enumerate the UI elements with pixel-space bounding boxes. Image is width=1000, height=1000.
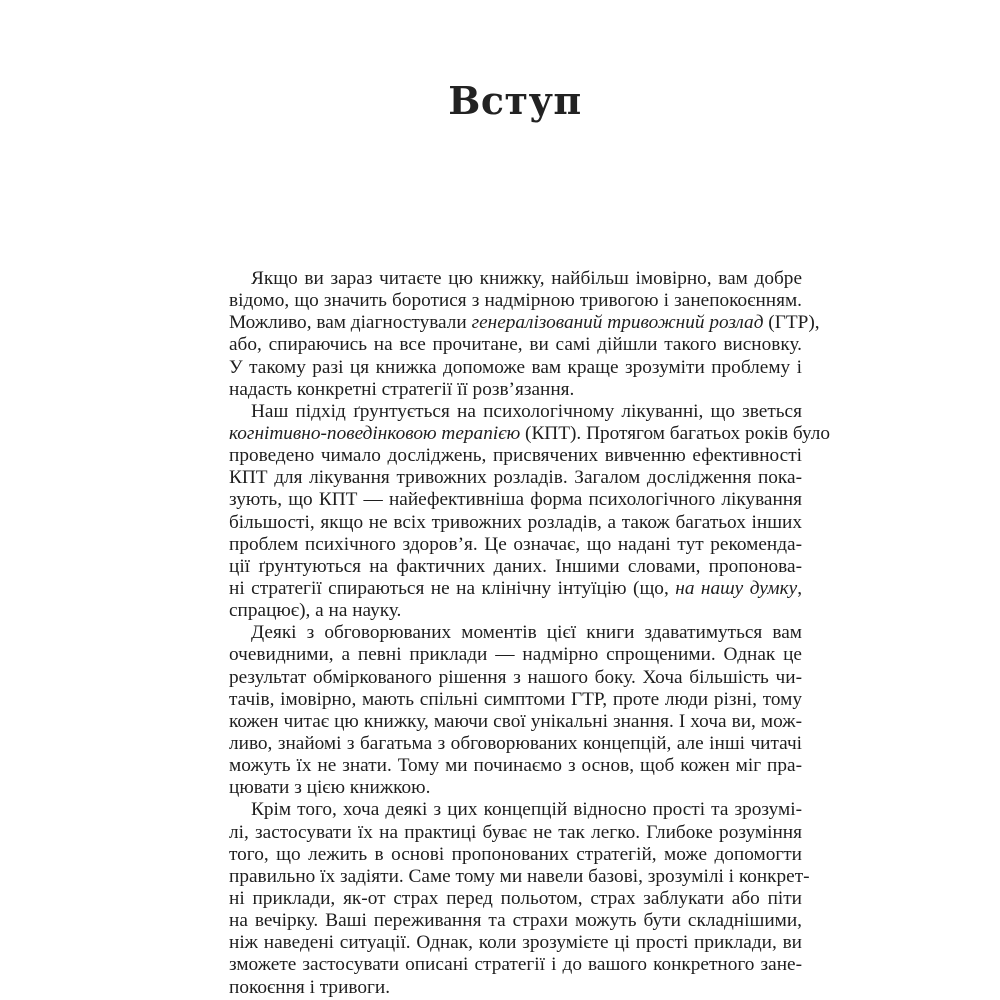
text-line bbox=[229, 534, 802, 556]
text-run: відомо, що значить боротися з надмірною тривогою і занепокоєнням. bbox=[229, 290, 802, 312]
text-run: КПТ для лікування тривожних розладів. Загалом дослідження пока- bbox=[229, 467, 802, 489]
text-run: ливо, знайомі з багатьма з обговорюваних концепцій, але інші читачі bbox=[229, 732, 802, 754]
text-line bbox=[229, 622, 802, 644]
text-line bbox=[229, 268, 802, 290]
text-run: лі, застосувати їх на практиці буває не так легко. Глибоке розуміння bbox=[229, 821, 802, 843]
text-run: Наш підхід ґрунтується на психологічному лікуванні, що зветься bbox=[251, 400, 802, 422]
text-line bbox=[229, 379, 802, 401]
text-run: надасть конкретні стратегії її розв’язання. bbox=[229, 378, 575, 400]
text-line bbox=[229, 755, 802, 777]
text-line bbox=[229, 667, 802, 689]
text-run: Якщо ви зараз читаєте цю книжку, найбільш імовірно, вам добре bbox=[251, 268, 802, 289]
text-line bbox=[229, 334, 802, 356]
chapter-title: Вступ bbox=[448, 78, 582, 123]
text-run: спрацює), а на науку. bbox=[229, 600, 402, 622]
text-run: кожен читає цю книжку, маючи свої унікальні знання. І хоча ви, мож- bbox=[229, 710, 802, 732]
text-line bbox=[229, 644, 802, 666]
text-run: результат обміркованого рішення з нашого боку. Хоча більшість чи- bbox=[229, 666, 802, 688]
text-line bbox=[229, 401, 802, 423]
text-run: Деякі з обговорюваних моментів цієї книги здаватимуться вам bbox=[251, 622, 802, 644]
text-run: покоєння і тривоги. bbox=[229, 976, 391, 998]
text-line bbox=[229, 822, 802, 844]
text-line bbox=[229, 711, 802, 733]
text-run: того, що лежить в основі пропонованих стратегій, може допомогти bbox=[229, 843, 802, 865]
text-line bbox=[229, 689, 802, 711]
paragraph bbox=[229, 400, 831, 622]
text-line bbox=[229, 556, 802, 578]
text-run: зможете застосувати описані стратегії і до вашого конкретного зане- bbox=[229, 954, 802, 976]
text-line bbox=[229, 910, 802, 932]
text-line bbox=[229, 977, 802, 999]
text-run: проведено чимало досліджень, присвячених вивченню ефективності bbox=[229, 445, 802, 467]
text-run: очевидними, а певні приклади — надмірно спрощеними. Однак це bbox=[229, 644, 802, 666]
text-run: цювати з цією книжкою. bbox=[229, 777, 431, 799]
text-line bbox=[229, 312, 820, 334]
text-run: тачів, імовірно, мають спільні симптоми ГТР, проте люди різні, тому bbox=[229, 688, 802, 710]
paragraph bbox=[229, 268, 820, 401]
text-line bbox=[229, 799, 802, 821]
text-run: на вечірку. Ваші переживання та страхи можуть бути складнішими, bbox=[229, 910, 802, 932]
text-line bbox=[229, 777, 802, 799]
paragraph bbox=[229, 799, 810, 998]
text-run: зують, що КПТ — найефективніша форма психологічного лікування bbox=[229, 489, 802, 511]
text-run: (КПТ). Протягом багатьох років було bbox=[520, 422, 831, 444]
text-line bbox=[229, 290, 802, 312]
text-line bbox=[229, 357, 802, 379]
text-run: більшості, якщо не всіх тривожних розладів, а також багатьох інших bbox=[229, 511, 802, 533]
text-line bbox=[229, 733, 802, 755]
text-line bbox=[229, 489, 802, 511]
text-run: проблем психічного здоров’я. Це означає, що надані тут рекоменда- bbox=[229, 533, 802, 555]
text-line bbox=[229, 865, 810, 888]
text-line bbox=[229, 578, 802, 600]
italic-term: генералізований тривожний розлад bbox=[471, 312, 764, 334]
italic-term: когнітивно-поведінковою терапією bbox=[229, 422, 521, 444]
text-line bbox=[229, 932, 802, 954]
text-line bbox=[229, 512, 802, 534]
text-run: ні приклади, як-от страх перед польотом, страх заблукати або піти bbox=[229, 887, 802, 909]
text-run: ції ґрунтуються на фактичних даних. Іншими словами, пропонова- bbox=[229, 555, 802, 577]
text-line bbox=[229, 888, 802, 910]
text-run: ні стратегії спираються не на клінічну інтуїцію (що, bbox=[229, 577, 676, 599]
text-run: Крім того, хоча деякі з цих концепцій відносно прості та зрозумі- bbox=[251, 799, 802, 821]
text-line bbox=[229, 422, 831, 445]
text-run: У такому разі ця книжка допоможе вам краще зрозуміти проблему і bbox=[229, 356, 802, 378]
text-run: , bbox=[797, 577, 803, 599]
italic-term: на нашу думку bbox=[675, 577, 798, 599]
text-run: Можливо, вам діагностували bbox=[229, 312, 472, 334]
text-run: або, спираючись на все прочитане, ви самі дійшли такого висновку. bbox=[229, 334, 802, 356]
text-line bbox=[229, 600, 802, 622]
text-line bbox=[229, 445, 802, 467]
body-text bbox=[229, 268, 831, 999]
text-run: можуть їх не знати. Тому ми починаємо з основ, щоб кожен міг пра- bbox=[229, 755, 802, 777]
text-line bbox=[229, 954, 802, 976]
text-line bbox=[229, 844, 802, 866]
text-line bbox=[229, 467, 802, 489]
text-run: ніж наведені ситуації. Однак, коли зрозумієте ці прості приклади, ви bbox=[229, 932, 802, 954]
text-run: правильно їх задіяти. Саме тому ми навели базові, зрозумілі і конкрет- bbox=[229, 865, 810, 887]
paragraph bbox=[229, 622, 802, 799]
text-run: (ГТР), bbox=[763, 312, 820, 334]
